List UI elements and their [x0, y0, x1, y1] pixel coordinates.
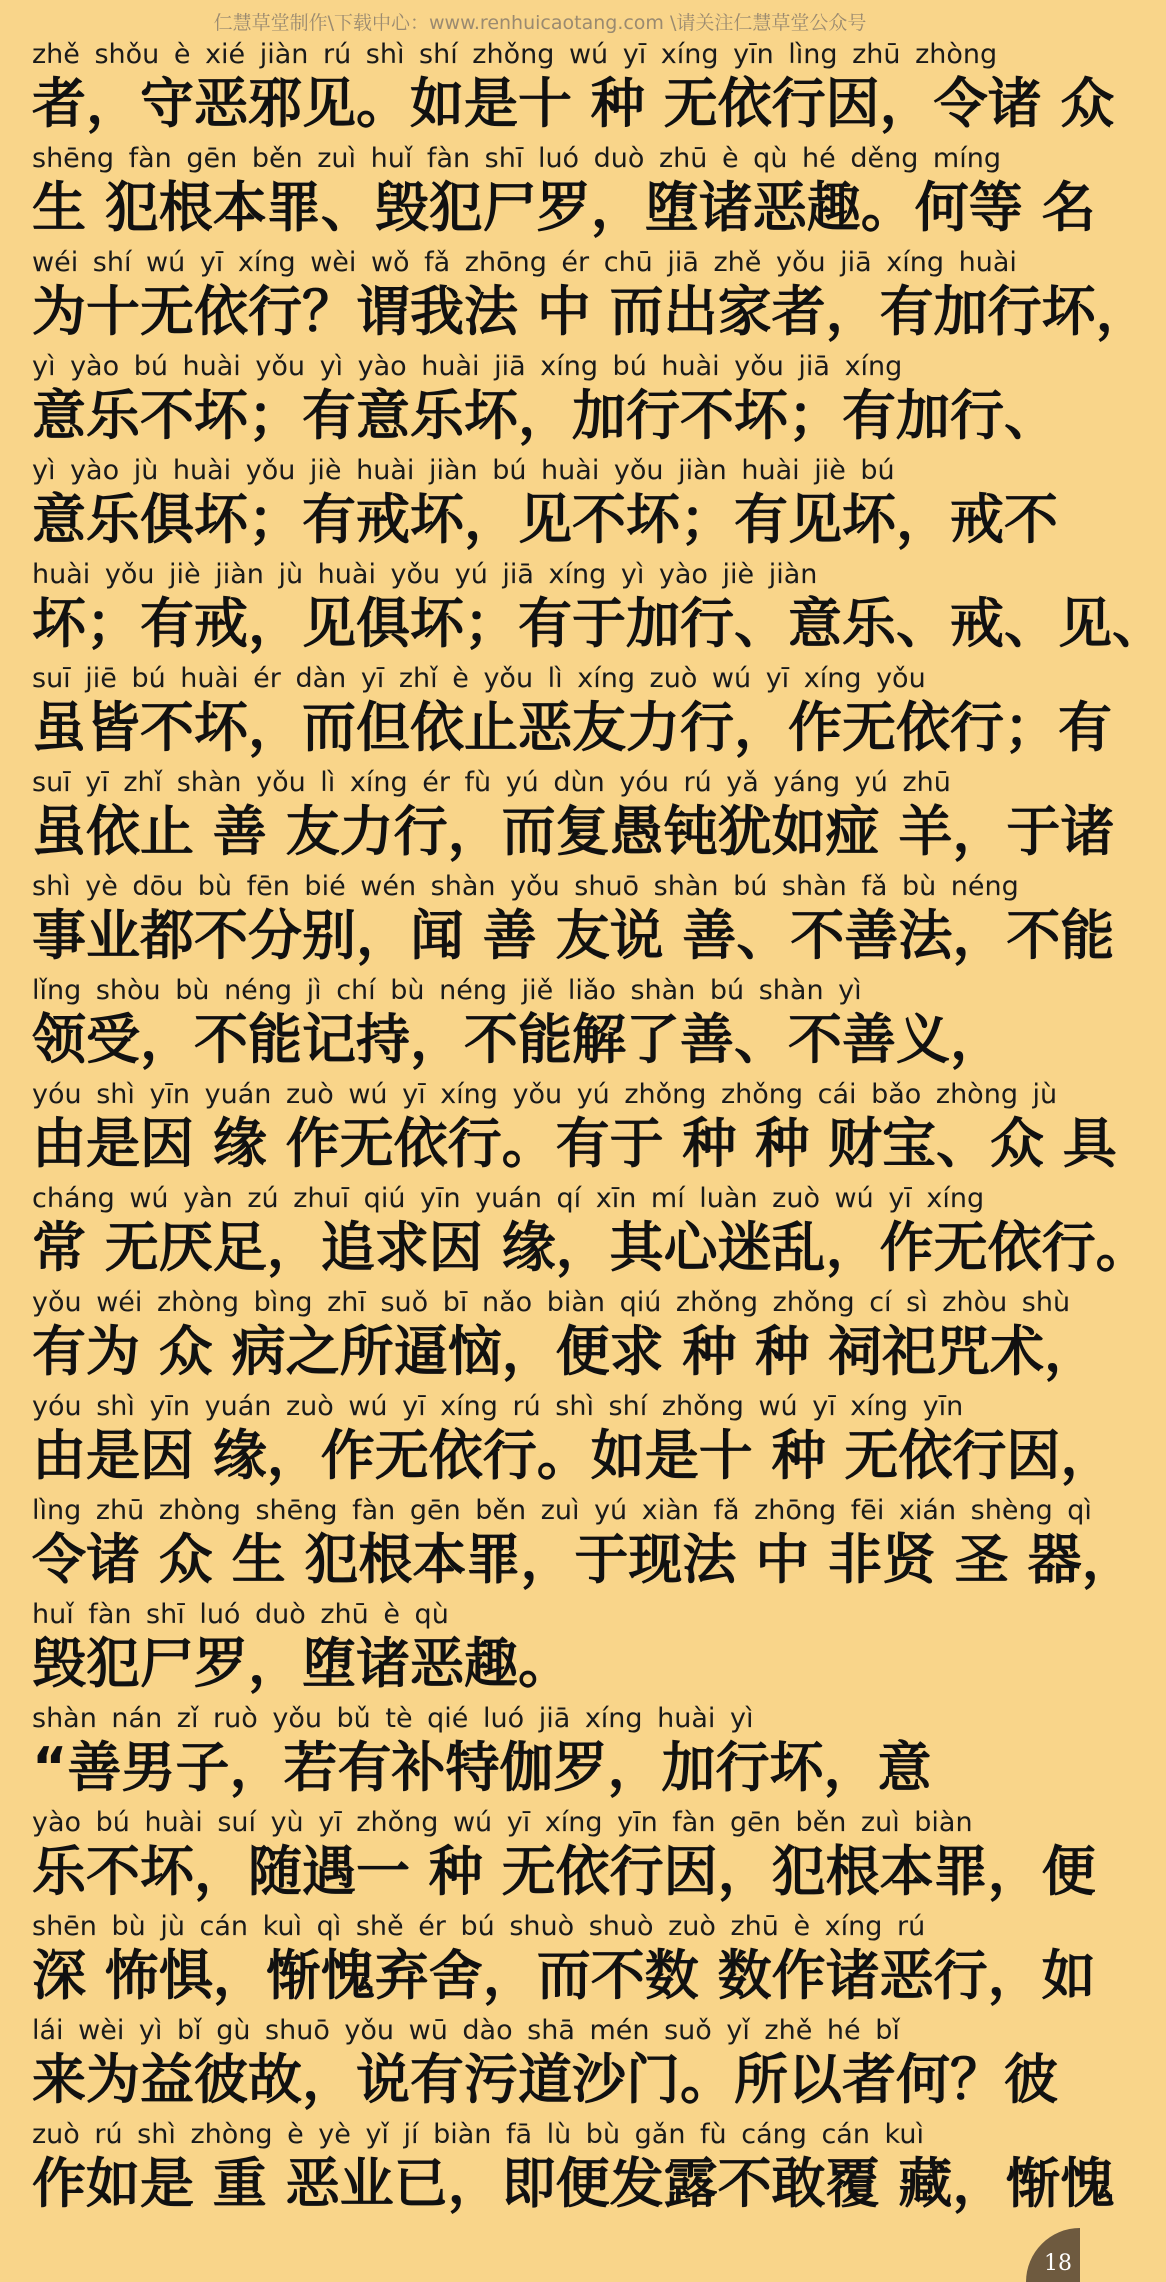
chinese-text: 意乐俱坏；有戒坏，见不坏；有见坏，戒不: [32, 488, 1058, 551]
pinyin-annotation: zhě shǒu è xié jiàn rú shì shí zhǒng wú yī xíng yīn lìng zhū zhòng: [32, 39, 998, 70]
chinese-text: 常 无厌足，追求因 缘，其心迷乱，作无依行。: [32, 1216, 1150, 1279]
pinyin-annotation: shì yè dōu bù fēn bié wén shàn yǒu shuō shàn bú shàn fǎ bù néng: [32, 871, 1019, 902]
chinese-text: 为十无依行？谓我法 中 而出家者，有加行坏，: [32, 280, 1150, 343]
chinese-text: 乐不坏，随遇一 种 无依行因，犯根本罪，便: [32, 1840, 1096, 1903]
text-line: [32, 1390, 1115, 1494]
text-line: [32, 870, 1115, 974]
chinese-text: 毁犯尸罗，堕诸恶趣。: [32, 1632, 572, 1695]
chinese-text: “善男子，若有补特伽罗，加行坏，意: [32, 1736, 932, 1799]
pinyin-annotation: yào bú huài suí yù yī zhǒng wú yī xíng yīn fàn gēn běn zuì biàn: [32, 1807, 973, 1838]
chinese-text: 者，守恶邪见。如是十 种 无依行因，令诸 众: [32, 72, 1115, 135]
page-number-badge: [1026, 2228, 1080, 2282]
text-line: [32, 246, 1150, 350]
pinyin-annotation: yóu shì yīn yuán zuò wú yī xíng yǒu yú zhǒng zhǒng cái bǎo zhòng jù: [32, 1079, 1058, 1110]
chinese-text: 虽皆不坏，而但依止恶友力行，作无依行；有: [32, 696, 1112, 759]
chinese-text: 来为益彼故，说有污道沙门。所以者何？彼: [32, 2048, 1058, 2111]
pinyin-annotation: cháng wú yàn zú zhuī qiú yīn yuán qí xīn mí luàn zuò wú yī xíng: [32, 1183, 985, 1214]
text-line: [32, 1494, 1136, 1598]
chinese-text: 由是因 缘，作无依行。如是十 种 无依行因，: [32, 1424, 1115, 1487]
pinyin-annotation: yì yào bú huài yǒu yì yào huài jiā xíng bú huài yǒu jiā xíng: [32, 351, 903, 382]
text-line: [32, 142, 1096, 246]
text-line: [32, 38, 1115, 142]
chinese-text: 令诸 众 生 犯根本罪，于现法 中 非贤 圣 器，: [32, 1528, 1136, 1591]
pinyin-annotation: lái wèi yì bǐ gù shuō yǒu wū dào shā mén suǒ yǐ zhě hé bǐ: [32, 2015, 900, 2046]
text-line: [32, 558, 1166, 662]
pinyin-annotation: lìng zhū zhòng shēng fàn gēn běn zuì yú xiàn fǎ zhōng fēi xián shèng qì: [32, 1495, 1092, 1526]
pinyin-annotation: suī yī zhǐ shàn yǒu lì xíng ér fù yú dùn yóu rú yǎ yáng yú zhū: [32, 767, 951, 798]
scripture-text-body: [32, 38, 1166, 2222]
chinese-text: 由是因 缘 作无依行。有于 种 种 财宝、众 具: [32, 1112, 1117, 1175]
text-line: [32, 1702, 1052, 1806]
text-line: [32, 1078, 1117, 1182]
chinese-text: 作如是 重 恶业已，即便发露不敢覆 藏，惭愧: [32, 2152, 1115, 2215]
text-line: [32, 662, 1112, 766]
pinyin-annotation: yì yào jù huài yǒu jiè huài jiàn bú huài yǒu jiàn huài jiè bú: [32, 455, 895, 486]
pinyin-annotation: suī jiē bú huài ér dàn yī zhǐ è yǒu lì xíng zuò wú yī xíng yǒu: [32, 663, 926, 694]
pinyin-annotation: huǐ fàn shī luó duò zhū è qù: [32, 1599, 449, 1630]
pinyin-annotation: shàn nán zǐ ruò yǒu bǔ tè qié luó jiā xíng huài yì: [32, 1703, 754, 1734]
pinyin-annotation: wéi shí wú yī xíng wèi wǒ fǎ zhōng ér chū jiā zhě yǒu jiā xíng huài: [32, 247, 1017, 278]
pinyin-annotation: huài yǒu jiè jiàn jù huài yǒu yú jiā xíng yì yào jiè jiàn: [32, 559, 818, 590]
pinyin-annotation: shēn bù jù cán kuì qì shě ér bú shuò shuò zuò zhū è xíng rú: [32, 1911, 926, 1942]
chinese-text: 意乐不坏；有意乐坏，加行不坏；有加行、: [32, 384, 1058, 447]
chinese-text: 坏；有戒，见俱坏；有于加行、意乐、戒、见、: [32, 592, 1166, 655]
chinese-text: 虽依止 善 友力行，而复愚钝犹如痖 羊，于诸: [32, 800, 1115, 863]
chinese-text: 领受，不能记持，不能解了善、不善义，: [32, 1008, 1004, 1071]
pinyin-annotation: zuò rú shì zhòng è yè yǐ jí biàn fā lù bù gǎn fù cáng cán kuì: [32, 2119, 924, 2150]
page-number: 18: [1044, 2251, 1072, 2276]
pinyin-annotation: yóu shì yīn yuán zuò wú yī xíng rú shì shí zhǒng wú yī xíng yīn: [32, 1391, 964, 1422]
text-line: [32, 1182, 1150, 1286]
watermark-text: 仁慧草堂制作\下载中心：www.renhuicaotang.com \请关注仁慧草堂公众号: [213, 12, 867, 34]
text-line: [32, 2118, 1115, 2222]
text-line: [32, 350, 1058, 454]
text-line: [32, 974, 1052, 1078]
text-line: [32, 454, 1058, 558]
chinese-text: 生 犯根本罪、毁犯尸罗，堕诸恶趣。何等 名: [32, 176, 1096, 239]
chinese-text: 事业都不分别，闻 善 友说 善、不善法，不能: [32, 904, 1115, 967]
text-line: [32, 766, 1115, 870]
text-line: [32, 1286, 1098, 1390]
text-line: [32, 1598, 1052, 1702]
chinese-text: 深 怖惧，惭愧弃舍，而不数 数作诸恶行，如: [32, 1944, 1096, 2007]
chinese-text: 有为 众 病之所逼恼，便求 种 种 祠祀咒术，: [32, 1320, 1098, 1383]
text-line: [32, 2014, 1058, 2118]
pinyin-annotation: shēng fàn gēn běn zuì huǐ fàn shī luó duò zhū è qù hé děng míng: [32, 143, 1001, 174]
text-line: [32, 1910, 1096, 2014]
pinyin-annotation: yǒu wéi zhòng bìng zhī suǒ bī nǎo biàn qiú zhǒng zhǒng cí sì zhòu shù: [32, 1287, 1071, 1318]
text-line: [32, 1806, 1096, 1910]
pinyin-annotation: lǐng shòu bù néng jì chí bù néng jiě liǎo shàn bú shàn yì: [32, 975, 862, 1006]
